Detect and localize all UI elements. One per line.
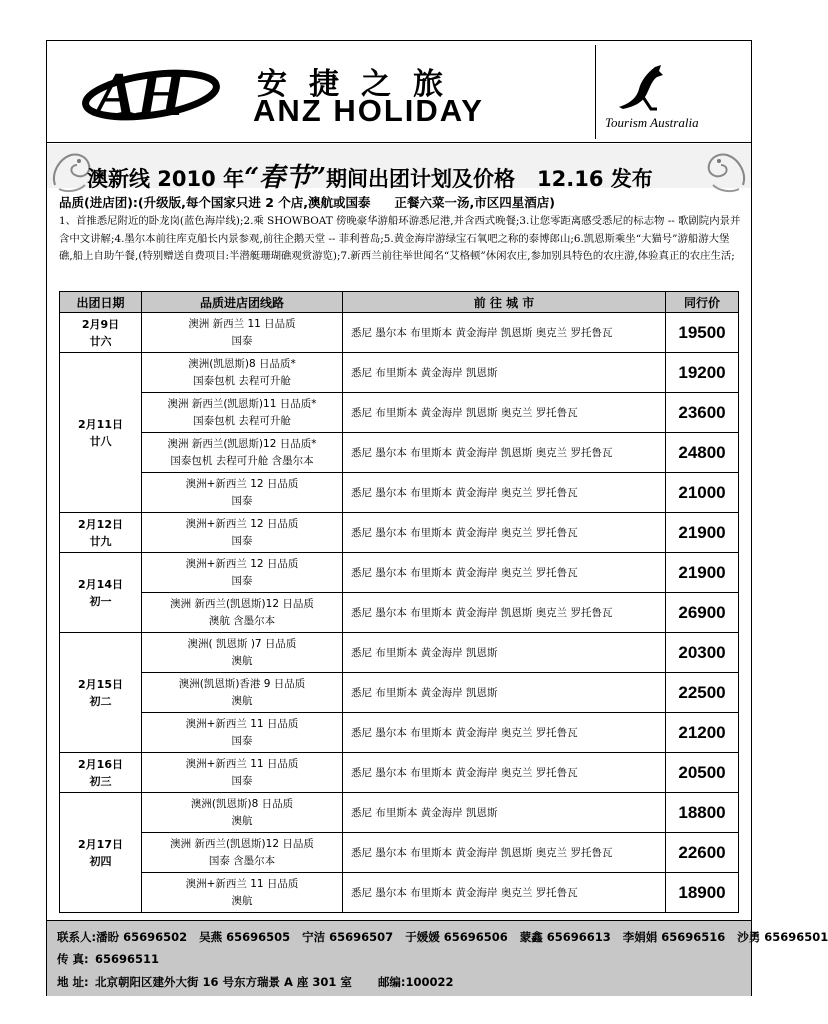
route-cell — [142, 633, 343, 673]
route-cell — [142, 433, 343, 473]
publish-date: 12.16 发布 — [537, 167, 653, 191]
table-header-row — [60, 292, 739, 313]
route-cell — [142, 393, 343, 433]
route-cell — [142, 673, 343, 713]
route-airline: 国泰 — [231, 534, 253, 547]
cities-cell: 悉尼 墨尔本 布里斯本 黄金海岸 凯恩斯 奥克兰 罗托鲁瓦 — [343, 833, 666, 873]
route-cell — [142, 553, 343, 593]
route-airline: 国泰 — [231, 494, 253, 507]
itinerary-notes: 1、首推悉尼附近的卧龙岗(蓝色海岸线);2.乘 SHOWBOAT 傍晚豪华游船环游悉尼港,并含西式晚餐;3.让您零距离感受悉尼的标志物 -- 歌剧院内景并含中文讲解;4.墨尔本前往库克船长内景参观,前往企鹅天堂 -- 菲利普岛;5.黄金海岸游绿宝石氧吧之称的泰博郎山;6.凯恩斯乘坐“大猫号”游船游大堡礁,船上自助午餐,(特别赠送自费项目:半潜艇珊瑚礁观赏游览);7.新西兰前往举世闻名“艾格顿”休闲农庄,参加别具特色的农庄游,体验真正的农庄生活; — [59, 215, 741, 262]
route-airline: 国泰包机 去程可升舱 — [193, 374, 291, 387]
table-row — [60, 473, 739, 513]
route-cell — [142, 513, 343, 553]
route-cell — [142, 793, 343, 833]
cities-cell: 悉尼 墨尔本 布里斯本 黄金海岸 奥克兰 罗托鲁瓦 — [343, 873, 666, 913]
route-name: 澳洲 新西兰(凯恩斯)12 日品质* — [167, 437, 317, 450]
table-row — [60, 393, 739, 433]
tourism-australia-label: Tourism Australia — [605, 115, 699, 130]
brand-name-en: ANZ HOLIDAY — [253, 93, 484, 128]
departure-table — [59, 291, 739, 913]
table-body — [60, 313, 739, 913]
route-cell — [142, 753, 343, 793]
table-row — [60, 873, 739, 913]
route-cell — [142, 873, 343, 913]
route-name: 澳洲+新西兰 12 日品质 — [185, 477, 299, 490]
divider — [595, 45, 596, 139]
cities-cell: 悉尼 墨尔本 布里斯本 黄金海岸 凯恩斯 奥克兰 罗托鲁瓦 — [343, 593, 666, 633]
route-cell — [142, 353, 343, 393]
route-name: 澳洲 新西兰(凯恩斯)12 日品质 — [170, 837, 314, 850]
lunar-date: 初二 — [89, 694, 112, 708]
price-cell: 18900 — [666, 873, 739, 913]
lunar-date: 廿九 — [89, 534, 112, 548]
dragon-ornament-icon — [701, 145, 749, 197]
price-cell: 22600 — [666, 833, 739, 873]
cities-cell: 悉尼 布里斯本 黄金海岸 凯恩斯 奥克兰 罗托鲁瓦 — [343, 393, 666, 433]
route-airline: 国泰 — [231, 574, 253, 587]
table-row — [60, 753, 739, 793]
route-name: 澳洲 新西兰(凯恩斯)11 日品质* — [167, 397, 317, 410]
fax-row: 传 真: 65696511 — [57, 952, 160, 966]
route-name: 澳洲 新西兰(凯恩斯)12 日品质 — [170, 597, 314, 610]
table-row — [60, 433, 739, 473]
route-cell — [142, 713, 343, 753]
route-airline: 澳航 — [231, 654, 253, 667]
route-cell — [142, 593, 343, 633]
route-name: 澳洲 新西兰 11 日品质 — [188, 317, 296, 330]
table-row — [60, 673, 739, 713]
route-name: 澳洲+新西兰 12 日品质 — [185, 517, 299, 530]
table-row — [60, 793, 739, 833]
table-row — [60, 833, 739, 873]
table-row — [60, 593, 739, 633]
route-cell — [142, 833, 343, 873]
price-cell: 21900 — [666, 513, 739, 553]
table-row — [60, 313, 739, 353]
flyer — [46, 40, 828, 996]
departure-date: 2月11日 — [78, 417, 123, 431]
lunar-date: 初三 — [89, 774, 112, 788]
route-name: 澳洲+新西兰 11 日品质 — [185, 717, 299, 730]
lunar-date: 初四 — [89, 854, 112, 868]
price-cell: 22500 — [666, 673, 739, 713]
route-airline: 国泰 — [231, 774, 253, 787]
route-name: 澳洲(凯恩斯)香港 9 日品质 — [178, 677, 306, 690]
header-date: 出团日期 — [60, 292, 142, 313]
route-airline: 国泰 — [231, 734, 253, 747]
cities-cell: 悉尼 墨尔本 布里斯本 黄金海岸 奥克兰 罗托鲁瓦 — [343, 473, 666, 513]
lunar-date: 初一 — [89, 594, 112, 608]
page-title: 澳新线 2010 年“春节”期间出团计划及价格 12.16 发布 — [87, 163, 653, 193]
departure-date-cell — [60, 633, 142, 753]
departure-date: 2月16日 — [78, 757, 123, 771]
lunar-date: 廿八 — [89, 434, 112, 448]
departure-date-cell — [60, 553, 142, 633]
table-row — [60, 553, 739, 593]
price-cell: 19200 — [666, 353, 739, 393]
address-row: 地 址: 北京朝阳区建外大街 16 号东方瑞景 A 座 301 室 邮编:100022 — [57, 975, 454, 989]
price-cell: 21000 — [666, 473, 739, 513]
price-cell: 21900 — [666, 553, 739, 593]
cities-cell: 悉尼 墨尔本 布里斯本 黄金海岸 奥克兰 罗托鲁瓦 — [343, 713, 666, 753]
price-cell: 20300 — [666, 633, 739, 673]
route-airline: 澳航 含墨尔本 — [208, 614, 276, 627]
departure-date-cell — [60, 313, 142, 353]
route-cell — [142, 313, 343, 353]
header-cities: 前 往 城 市 — [343, 292, 666, 313]
route-cell — [142, 473, 343, 513]
route-name: 澳洲+新西兰 11 日品质 — [185, 757, 299, 770]
table-row — [60, 353, 739, 393]
cities-cell: 悉尼 墨尔本 布里斯本 黄金海岸 奥克兰 罗托鲁瓦 — [343, 753, 666, 793]
route-name: 澳洲+新西兰 11 日品质 — [185, 877, 299, 890]
route-airline: 澳航 — [231, 814, 253, 827]
cities-cell: 悉尼 布里斯本 黄金海岸 凯恩斯 — [343, 633, 666, 673]
departure-date: 2月12日 — [78, 517, 123, 531]
kangaroo-icon — [615, 63, 675, 113]
header-price: 同行价 — [666, 292, 739, 313]
price-cell: 20500 — [666, 753, 739, 793]
departure-date-cell — [60, 353, 142, 513]
route-airline: 澳航 — [231, 894, 253, 907]
departure-date-cell — [60, 793, 142, 913]
route-name: 澳洲( 凯恩斯 )7 日品质 — [187, 637, 297, 650]
header-route: 品质进店团线路 — [142, 292, 343, 313]
route-name: 澳洲(凯恩斯)8 日品质 — [190, 797, 294, 810]
footer — [47, 920, 828, 996]
route-name: 澳洲+新西兰 12 日品质 — [185, 557, 299, 570]
route-airline: 国泰包机 去程可升舱 含墨尔本 — [170, 454, 314, 467]
cities-cell: 悉尼 墨尔本 布里斯本 黄金海岸 凯恩斯 奥克兰 罗托鲁瓦 — [343, 433, 666, 473]
price-cell: 18800 — [666, 793, 739, 833]
cities-cell: 悉尼 布里斯本 黄金海岸 凯恩斯 — [343, 793, 666, 833]
price-cell: 24800 — [666, 433, 739, 473]
table-row — [60, 633, 739, 673]
departure-date-cell — [60, 513, 142, 553]
departure-date-cell — [60, 753, 142, 793]
lunar-date: 廿六 — [89, 334, 112, 348]
table-row — [60, 513, 739, 553]
route-name: 澳洲(凯恩斯)8 日品质* — [188, 357, 296, 370]
ah-logo-icon — [81, 57, 221, 129]
price-cell: 26900 — [666, 593, 739, 633]
quality-summary: 品质(进店团):(升级版,每个国家只进 2 个店,澳航或国泰 正餐六菜一汤,市区四星酒店) — [59, 195, 556, 210]
cities-cell: 悉尼 布里斯本 黄金海岸 凯恩斯 — [343, 353, 666, 393]
contact-row: 联系人:潘盼 65696502 吴燕 65696505 宁洁 65696507 于媛媛 65696506 蒙鑫 65696613 李娟娟 65696516 沙勇 65696501 — [57, 930, 828, 944]
price-cell: 23600 — [666, 393, 739, 433]
route-airline: 国泰 含墨尔本 — [208, 854, 276, 867]
cities-cell: 悉尼 墨尔本 布里斯本 黄金海岸 凯恩斯 奥克兰 罗托鲁瓦 — [343, 313, 666, 353]
festival-name: “春节” — [244, 163, 326, 193]
departure-date: 2月15日 — [78, 677, 123, 691]
cities-cell: 悉尼 布里斯本 黄金海岸 凯恩斯 — [343, 673, 666, 713]
route-airline: 国泰包机 去程可升舱 — [193, 414, 291, 427]
cities-cell: 悉尼 墨尔本 布里斯本 黄金海岸 奥克兰 罗托鲁瓦 — [343, 513, 666, 553]
price-cell: 21200 — [666, 713, 739, 753]
price-cell: 19500 — [666, 313, 739, 353]
brand-name-cn: 安捷之旅 — [257, 67, 465, 102]
route-airline: 澳航 — [231, 694, 253, 707]
departure-date: 2月17日 — [78, 837, 123, 851]
cities-cell: 悉尼 墨尔本 布里斯本 黄金海岸 奥克兰 罗托鲁瓦 — [343, 553, 666, 593]
departure-date: 2月14日 — [78, 577, 123, 591]
departure-date: 2月9日 — [81, 317, 120, 331]
header — [47, 41, 751, 143]
table-row — [60, 713, 739, 753]
route-airline: 国泰 — [231, 334, 253, 347]
svg-text:AH: AH — [95, 61, 185, 129]
